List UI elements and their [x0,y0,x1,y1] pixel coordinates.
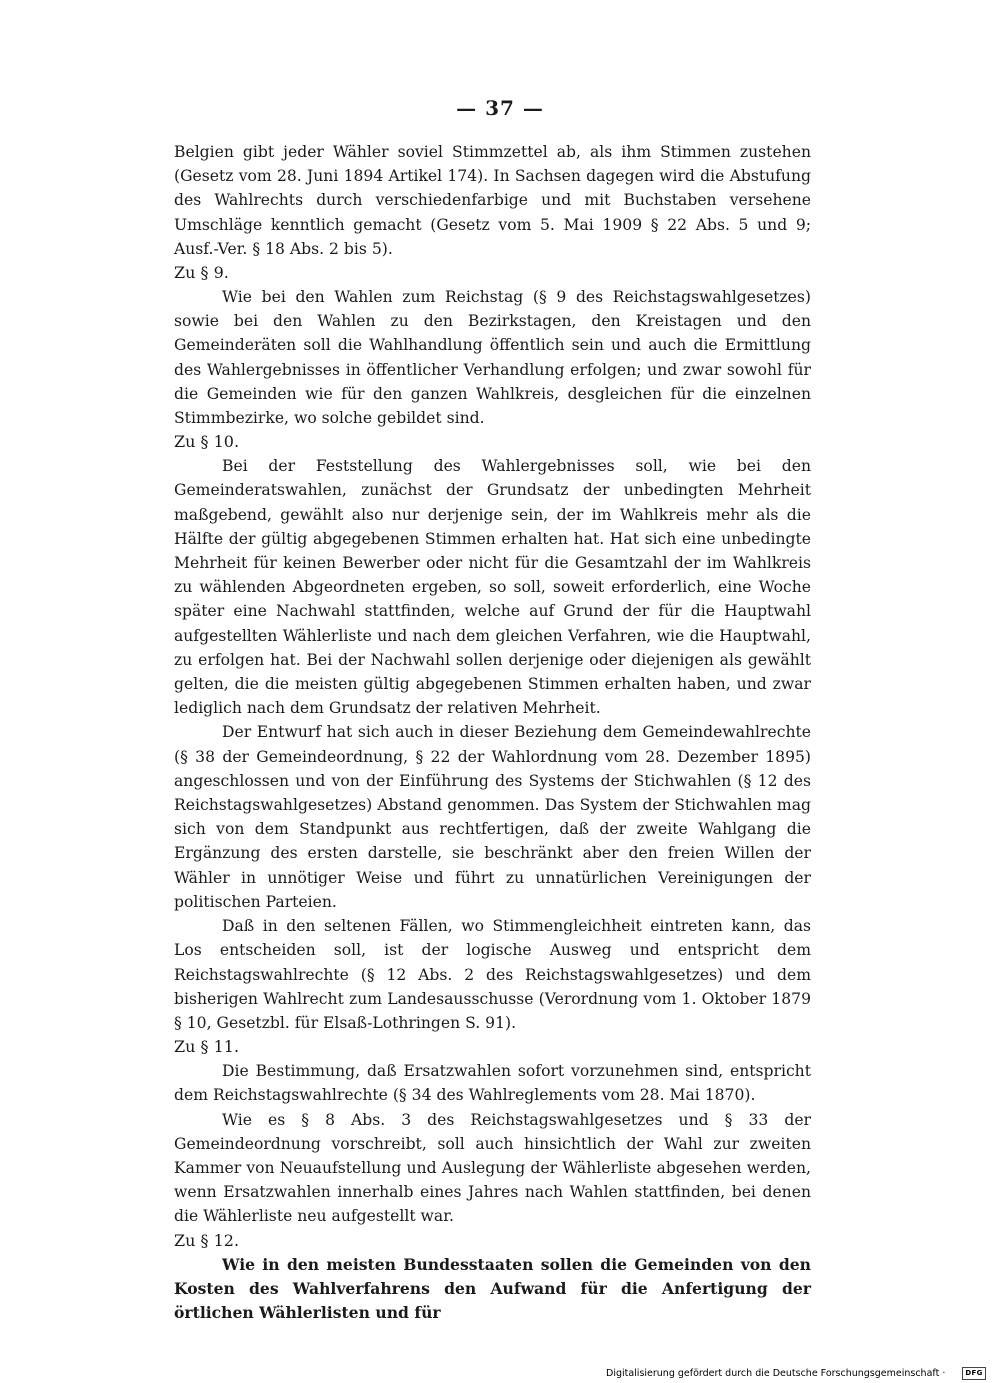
paragraph-section-10-c: Daß in den seltenen Fällen, wo Stimmengleichheit eintreten kann, das Los entscheiden soll, ist der logische Ausweg und entspricht dem Reichstagswahlrechte (§ 12 Abs. 2 des Reichstagswahlgesetzes) und dem bisherigen Wahlrecht zum Landesausschusse (Verordnung vom 1. Oktober 1879 § 10, Gesetzbl. für Elsaß-Lothringen S. 91). [174,917,811,1032]
footer-credit: Digitalisierung gefördert durch die Deutsche Forschungsgemeinschaft · [606,1368,946,1379]
paragraph-section-10-a: Bei der Feststellung des Wahlergebnisses soll, wie bei den Gemeinderatswahlen, zunächst der Grundsatz der unbedingten Mehrheit maßgebend, gewählt also nur derjenige sein, der im Wahlkreis mehr als die Hälfte der gültig abgegebenen Stimmen erhalten hat. Hat sich eine unbedingte Mehrheit für keinen Bewerber oder nicht für die Gesamtzahl der im Wahlkreis zu wählenden Abgeordneten ergeben, so soll, soweit erforderlich, eine Woche später eine Nachwahl stattfinden, welche auf Grund der für die Hauptwahl aufgestellten Wählerliste und nach dem gleichen Verfahren, wie die Hauptwahl, zu erfolgen hat. Bei der Nachwahl sollen derjenige oder diejenigen als gewählt gelten, die die meisten gültig abgegebenen Stimmen erhalten haben, und zwar lediglich nach dem Grundsatz der relativen Mehrheit. [174,457,811,718]
paragraph-section-12: Wie in den meisten Bundesstaaten sollen die Gemeinden von den Kosten des Wahlverfahrens den Aufwand für die Anfertigung der örtlichen Wählerlisten und für [174,1254,811,1322]
page-body [174,140,811,1325]
paragraph-section-9: Wie bei den Wahlen zum Reichstag (§ 9 des Reichstagswahlgesetzes) sowie bei den Wahlen zu den Bezirkstagen, den Kreistagen und den Gemeinderäten soll die Wahlhandlung öffentlich sein und auch die Ermittlung des Wahlergebnisses in öffentlicher Verhandlung erfolgen; und zwar sowohl für die Gemeinden wie für den ganzen Wahlkreis, desgleichen für die einzelnen Stimmbezirke, wo solche gebildet sind. [174,288,811,428]
paragraph-belgien: Belgien gibt jeder Wähler soviel Stimmzettel ab, als ihm Stimmen zustehen (Gesetz vom 28. Juni 1894 Artikel 174). In Sachsen dagegen wird die Abstufung des Wahlrechts durch verschiedenfarbige und mit Buchstaben versehene Umschläge kenntlich gemacht (Gesetz vom 5. Mai 1909 § 22 Abs. 5 und 9; Ausf.-Ver. § 18 Abs. 2 bis 5). [174,143,811,258]
section-heading-9: Zu § 9. [174,263,229,283]
section-heading-10: Zu § 10. [174,432,240,452]
paragraph-section-11-b: Wie es § 8 Abs. 3 des Reichstagswahlgesetzes und § 33 der Gemeindeordnung vorschreibt, soll auch hinsichtlich der Wahl zur zweiten Kammer von Neuaufstellung und Auslegung der Wählerliste abgesehen werden, wenn Ersatzwahlen innerhalb eines Jahres nach Wahlen stattfinden, bei denen die Wählerliste neu aufgestellt war. [174,1110,811,1226]
page-number: — 37 — [456,96,544,120]
paragraph-section-10-b: Der Entwurf hat sich auch in dieser Beziehung dem Gemeindewahlrechte (§ 38 der Gemeindeordnung, § 22 der Wahlordnung vom 28. Dezember 1895) angeschlossen und von der Einführung des Systems der Stichwahlen (§ 12 des Reichstagswahlgesetzes) Abstand genommen. Das System der Stichwahlen mag sich von dem Standpunkt aus rechtfertigen, daß der zweite Wahlgang die Ergänzung des ersten darstelle, sie beschränkt aber den freien Willen der Wähler in unnötiger Weise und führt zu unnatürlichen Vereinigungen der politischen Parteien. [174,723,811,911]
section-heading-11: Zu § 11. [174,1037,240,1057]
dfg-logo: DFG [962,1367,986,1380]
paragraph-section-11-a: Die Bestimmung, daß Ersatzwahlen sofort vorzunehmen sind, entspricht dem Reichstagswahlrechte (§ 34 des Wahlreglements vom 28. Mai 1870). [174,1062,811,1105]
section-heading-12: Zu § 12. [174,1230,240,1250]
